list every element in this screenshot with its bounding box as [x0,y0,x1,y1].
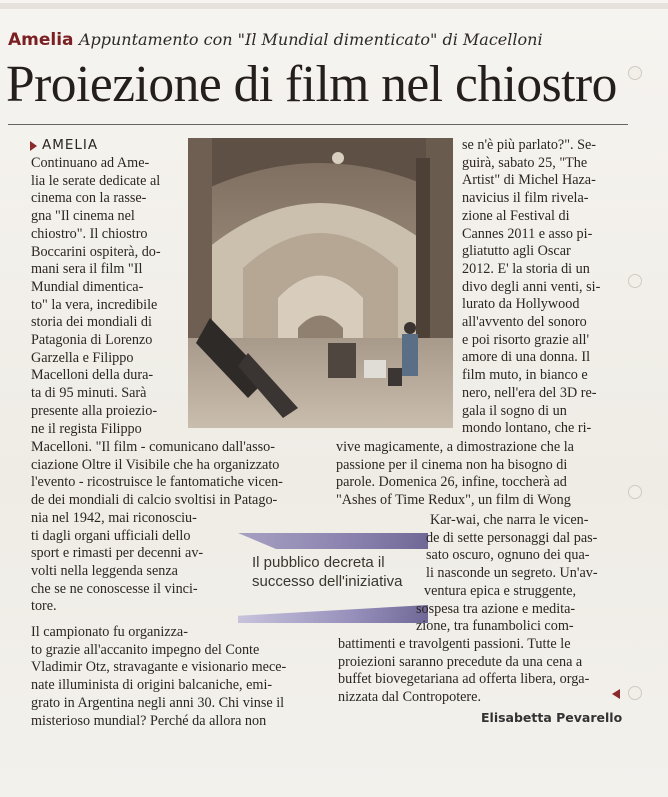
text-line: Macelloni. "Il film - comunicano dall'asso- [31,439,275,455]
text-line: zione al Festival di [462,207,570,224]
text-line: ne il regista Filippo [31,420,142,437]
cloister-photo-image [188,138,453,428]
text-line: to" la vera, incredibile [31,296,158,313]
text-line: sato oscuro, ognuno dei qua- [426,547,590,564]
text-line: grato in Argentina negli anni 30. Chi vinse il [31,694,285,711]
punch-hole [628,686,642,700]
pull-quote [238,533,428,623]
text-line: se n'è più parlato?". Se- [462,137,597,153]
text-line: sport e rimasti per decenni av- [31,545,204,562]
text-line: ventura epica e struggente, [424,582,577,599]
text-line: Kar-wai, che narra le vicen- [430,512,589,528]
author-byline: Elisabetta Pevarello [481,710,623,725]
text-line: nero, nell'era del 3D re- [462,384,597,401]
text-line: Continuano ad Ame- [31,155,150,171]
text-line: amore di una donna. Il [462,349,591,366]
text-line: che se ne conoscesse il vinci- [31,580,198,597]
text-line: all'avvento del sonoro [462,314,587,331]
text-line: divo degli anni venti, si- [462,278,601,295]
kicker [8,30,543,50]
text-line: ciazione Oltre il Visibile che ha organizzato [31,456,280,473]
text-line: navicius il film rivela- [462,190,589,207]
text-line: Cannes 2011 e asso pi- [462,225,593,242]
text-line: Artist" di Michel Haza- [462,172,596,189]
punch-hole [628,485,642,499]
punch-hole [628,66,642,80]
text-line: lurato da Hollywood [462,296,580,313]
text-line: Boccarini ospiterà, do- [31,243,161,260]
text-line: mani sera il film "Il [31,261,143,278]
column-1-bottom [31,624,331,730]
text-line: volti nella leggenda senza [31,562,178,579]
text-line: gala il sogno di un [462,402,567,419]
column-3-bottom-a [416,512,625,636]
text-line: Macelloni della dura- [31,367,154,384]
column-1-top [31,155,179,438]
span-block-right [336,439,626,510]
text-line: mondo lontano, che ri- [462,420,592,437]
text-line: li nasconde un segreto. Un'av- [426,565,598,582]
text-line: gna "Il cinema nel [31,208,135,225]
dateline-city: AMELIA [42,137,99,153]
text-line: lia le serate dedicate al [31,172,161,189]
punch-hole [628,274,642,288]
text-line: e poi risorto grazie all' [462,331,590,348]
arrow-marker-icon [30,141,37,151]
pull-quote-text: Il pubblico decreta il successo dell'iniziativa [252,554,403,590]
text-line: proiezioni saranno precedute da una cena a [338,653,583,670]
headline: Proiezione di film nel chiostro [6,56,617,113]
column-3-top [462,137,624,438]
text-line: battimenti e travolgenti passioni. Tutte le [338,636,571,652]
text-line: tore. [31,598,57,615]
text-line: parole. Domenica 26, infine, toccherà ad [336,474,567,491]
quote-band-top [238,533,428,549]
text-line: sospesa tra azione e medita- [416,600,576,617]
text-line: l'evento - ricostruisce le fantomatiche vicen- [31,474,283,491]
text-line: to grazie all'accanito impegno del Conte [31,641,260,658]
text-line: nate illuminista di origini balcaniche, emi- [31,677,273,694]
text-line: de di sette personaggi dal pas- [426,529,598,546]
text-line: gliatutto agli Oscar [462,243,571,260]
text-line: zione, tra funambolici com- [416,618,574,635]
text-line: "Ashes of Time Redux", un film di Wong [336,492,571,509]
text-line: Vladimir Otz, stravagante e visionario mece- [31,659,287,676]
text-line: guirà, sabato 25, "The [462,154,588,171]
text-line: buffet biovegetariana ad offerta libera, orga- [338,671,590,688]
kicker-subtitle: Appuntamento con "Il Mundial dimenticato" di Macelloni [78,30,543,49]
kicker-location: Amelia [8,30,74,50]
cloister-photo [188,138,453,428]
headline-rule [8,124,628,125]
text-line: ti dagli organi ufficiali dello [31,527,191,544]
text-line: 2012. E' la storia di un [462,260,590,277]
text-line: nizzata dal Contropotere. [338,689,481,706]
text-line: storia dei mondiali di [31,314,152,331]
dateline [30,137,98,154]
text-line: vive magicamente, a dimostrazione che la [336,439,574,455]
quote-band-bottom [238,605,428,623]
text-line: Mundial dimentica- [31,278,144,295]
text-line: presente alla proiezio- [31,402,158,419]
text-line: Il campionato fu organizza- [31,624,188,640]
column-3-bottom-b [338,636,628,707]
text-line: misterioso mundial? Perché da allora non [31,712,267,729]
text-line: nia nel 1942, mai riconosciu- [31,509,197,526]
end-marker-icon [612,689,620,699]
text-line: film muto, in bianco e [462,367,588,384]
text-line: Garzella e Filippo [31,349,134,366]
text-line: cinema con la rasse- [31,190,147,207]
text-line: Patagonia di Lorenzo [31,332,153,349]
text-line: de dei mondiali di calcio svoltisi in Patago- [31,492,278,509]
text-line: ta di 95 minuti. Sarà [31,385,147,402]
text-line: chiostro". Il chiostro [31,225,148,242]
page-fold [0,3,668,9]
text-line: passione per il cinema non ha bisogno di [336,456,568,473]
